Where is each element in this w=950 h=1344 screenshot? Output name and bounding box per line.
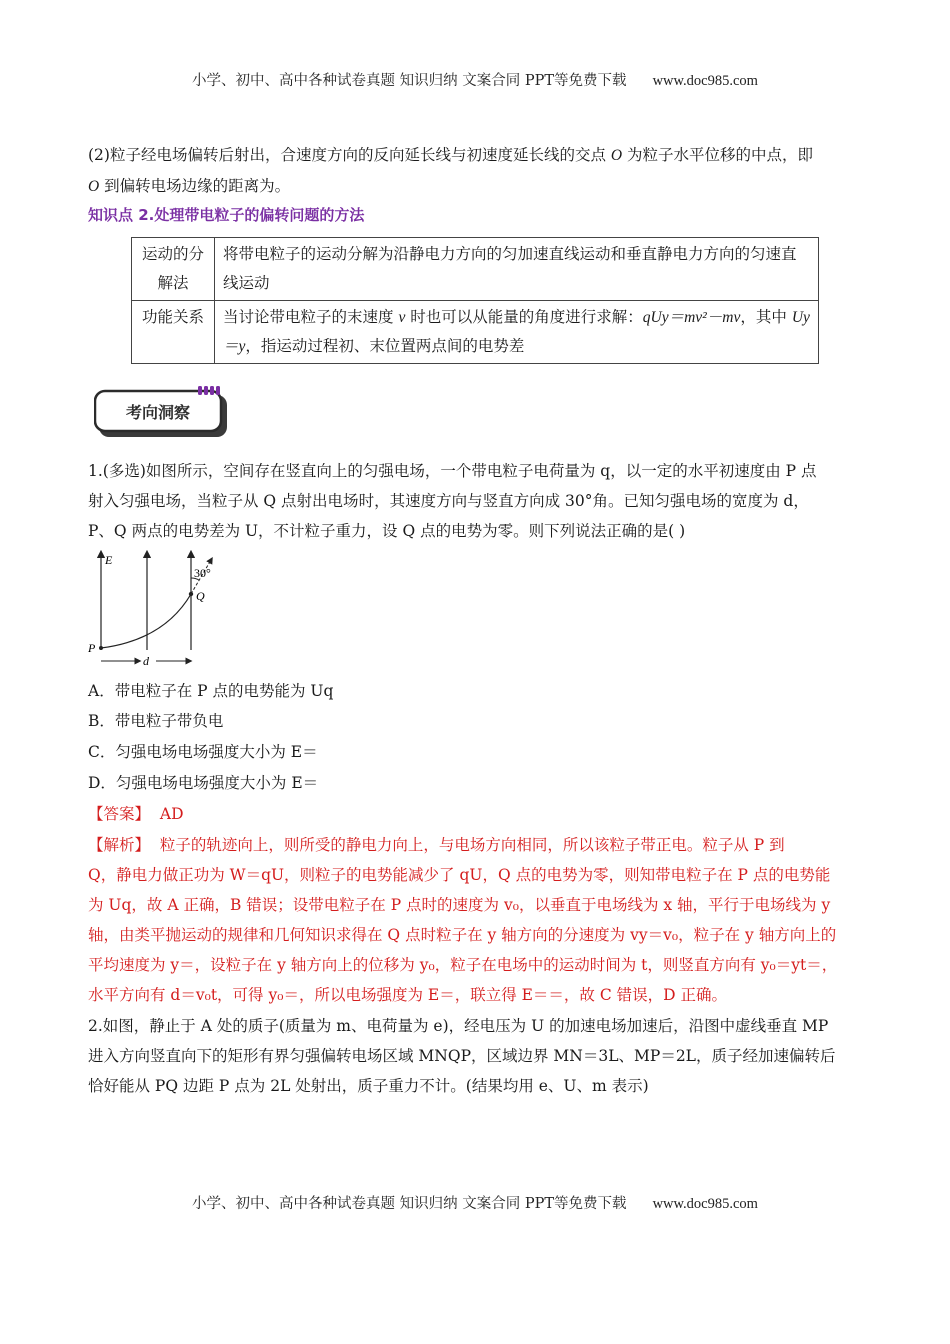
method-table	[131, 237, 819, 364]
answer-line	[88, 799, 184, 829]
label-angle: 30°	[194, 566, 211, 580]
footer-site: www.doc985.com	[652, 1196, 758, 1212]
q2-stem	[88, 1011, 866, 1101]
analysis-line-6: 水平方向有 d＝v₀t，可得 y₀＝，所以电场强度为 E＝，联立得 E＝＝，故 C 错误，D 正确。	[88, 986, 727, 1004]
header-site: www.doc985.com	[652, 73, 758, 89]
point-q	[189, 592, 193, 596]
table-key-decompose: 运动的分解法	[132, 238, 215, 301]
table-val-energy	[215, 301, 819, 364]
kp2-title: 知识点 2.处理带电粒子的偏转问题的方法	[88, 206, 365, 224]
table-row	[132, 238, 819, 301]
energy-formula: qUy＝mv²－mv	[642, 309, 741, 326]
intro-text-b: 为粒子水平位移的中点，即	[622, 146, 814, 164]
analysis-label: 【解析】	[88, 836, 151, 854]
table-row	[132, 301, 819, 364]
page-header	[0, 69, 950, 90]
footer-text: 小学、初中、高中各种试卷真题 知识归纳 文案合同 PPT等免费下载	[192, 1196, 627, 1212]
energy-v: v	[398, 309, 406, 326]
analysis-line-5: 平均速度为 y＝，设粒子在 y 轴方向上的位移为 y₀，粒子在电场中的运动时间为 t，则竖直方向有 y₀＝yt＝，	[88, 956, 838, 974]
analysis-line-1: 粒子的轨迹向上，则所受的静电力向上，与电场方向相同，所以该粒子带正电。粒子从 P 到	[159, 836, 785, 854]
q2-line-2: 进入方向竖直向下的矩形有界匀强偏转电场区域 MNQP，区域边界 MN＝3L、MP＝2L，质子经加速偏转后	[88, 1047, 836, 1065]
energy-text-c: ，其中	[740, 308, 792, 326]
q1-line-3: P、Q 两点的电势差为 U，不计粒子重力，设 Q 点的电势为零。则下列说法正确的是( )	[88, 522, 686, 540]
label-q: Q	[196, 589, 205, 603]
intro-text-c: 到偏转电场边缘的距离为。	[99, 177, 291, 195]
option-d: D．匀强电场电场强度大小为 E＝	[88, 774, 319, 792]
q1-line-1: 1.(多选)如图所示，空间存在竖直向上的匀强电场，一个带电粒子电荷量为 q，以一定的水平初速度由 P 点	[88, 462, 817, 480]
label-e: E	[105, 553, 113, 567]
page-footer	[0, 1192, 950, 1213]
analysis-paragraph	[88, 830, 866, 1010]
q1-line-2: 射入匀强电场，当粒子从 Q 点射出电场时，其速度方向与竖直方向成 30°角。已知匀强电场的宽度为 d，	[88, 492, 809, 510]
section-badge	[94, 386, 232, 442]
label-d: d	[143, 654, 149, 668]
table-val-decompose: 将带电粒子的运动分解为沿静电力方向的匀加速直线运动和垂直静电力方向的匀速直线运动	[215, 238, 819, 301]
point-p	[99, 646, 103, 650]
option-c: C．匀强电场电场强度大小为 E＝	[88, 743, 318, 761]
intro-o-2: O	[88, 178, 100, 195]
intro-o-1: O	[610, 147, 623, 164]
intro-paragraph	[88, 140, 866, 202]
energy-text-a: 当讨论带电粒子的末速度	[223, 308, 399, 326]
intro-text-a: (2)粒子经电场偏转后射出，合速度方向的反向延长线与初速度延长线的交点	[88, 146, 611, 164]
badge-text: 考向洞察	[125, 403, 191, 422]
option-a: A．带电粒子在 P 点的电势能为 Uq	[88, 682, 334, 700]
analysis-line-3: 为 Uq，故 A 正确，B 错误；设带电粒子在 P 点时的速度为 v₀，以垂直于电场线为 x 轴，平行于电场线为 y	[88, 896, 831, 914]
label-p: P	[88, 641, 96, 655]
analysis-line-4: 轴，由类平抛运动的规律和几何知识求得在 Q 点时粒子在 y 轴方向的分速度为 vy＝v₀，粒子在 y 轴方向上的	[88, 926, 837, 944]
option-b: B．带电粒子带负电	[88, 712, 224, 730]
energy-text-d: ，指运动过程初、末位置两点间的电势差	[245, 337, 525, 355]
field-diagram	[86, 548, 226, 672]
q2-line-1: 2.如图，静止于 A 处的质子(质量为 m、电荷量为 e)，经电压为 U 的加速电场加速后，沿图中虚线垂直 MP	[88, 1017, 829, 1035]
table-key-energy: 功能关系	[132, 301, 215, 364]
answer-value: AD	[159, 805, 184, 823]
answer-label: 【答案】	[88, 805, 151, 823]
q2-line-3: 恰好能从 PQ 边距 P 点为 2L 处射出，质子重力不计。(结果均用 e、U、m 表示)	[88, 1077, 649, 1095]
energy-text-b: 时也可以从能量的角度进行求解：	[405, 308, 643, 326]
analysis-line-2: Q，静电力做正功为 W＝qU，则粒子的电势能减少了 qU，Q 点的电势为零，则知带电粒子在 P 点的电势能	[88, 866, 831, 884]
trajectory-curve	[101, 594, 191, 648]
energy-uy: Uy＝y	[223, 309, 810, 355]
q1-stem	[88, 456, 866, 546]
header-text: 小学、初中、高中各种试卷真题 知识归纳 文案合同 PPT等免费下载	[192, 73, 627, 89]
